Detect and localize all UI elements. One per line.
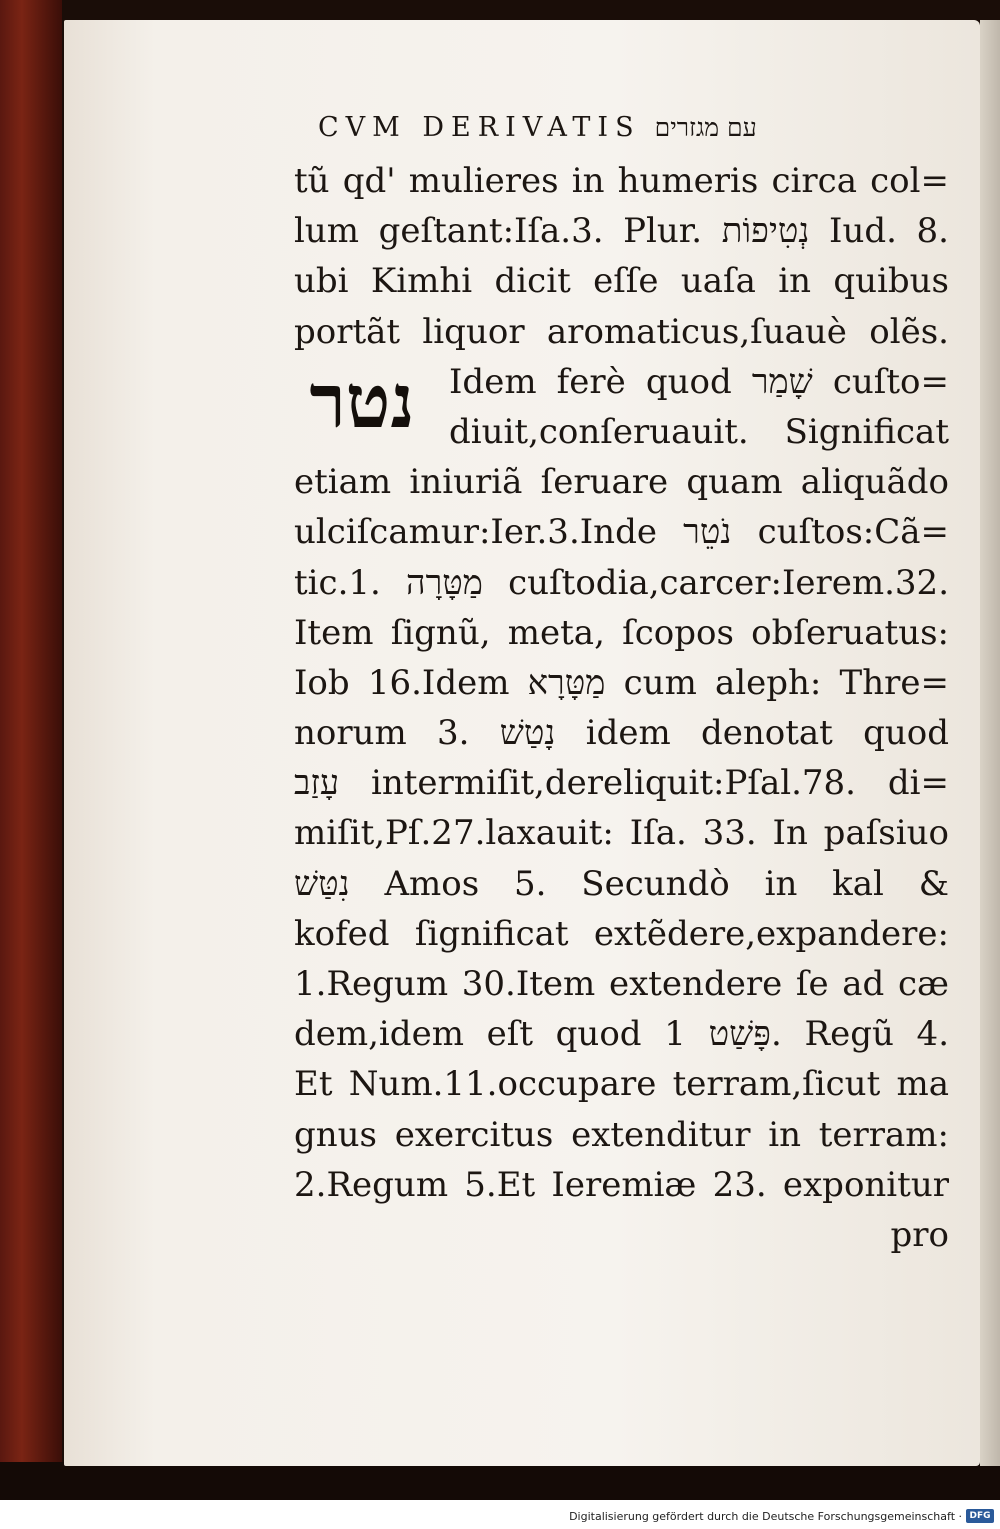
text-line: Et Num.11.occupare terram,ſicut ma	[294, 1064, 949, 1105]
running-head-latin: CVM DERIVATIS	[318, 112, 641, 143]
text-line: 2.Regum 5.Et Ieremiæ 23. exponitur	[294, 1164, 949, 1205]
text-line: Idem ferè quod שָׁמַר cuſto=	[449, 361, 949, 402]
text-line: נִטַּשׁ Amos 5. Secundò in kal &	[294, 863, 949, 904]
book-binding-edge	[0, 0, 62, 1500]
dfg-logo-icon: DFG	[966, 1509, 994, 1523]
text-line: עָזַב intermiſit,dereliquit:Pſal.78. di=	[294, 763, 949, 804]
text-line: kofed ſignificat extẽdere,expandere:	[294, 913, 949, 954]
text-line: Iob 16.Idem מַטָּרָא cum aleph: Thre=	[294, 662, 949, 703]
text-line: dem,idem eſt quod פָּשַׁט 1. Regũ 4.	[294, 1014, 949, 1055]
footer-bar	[0, 1500, 1000, 1529]
text-block	[294, 156, 949, 1260]
text-line: etiam iniuriã ſeruare quam aliquãdo	[294, 462, 949, 503]
catchword: pro	[890, 1214, 949, 1255]
text-line: ubi Kimhi dicit eſſe uaſa in quibus	[294, 261, 949, 302]
text-line: Item ſignũ, meta, ſcopos obſeruatus:	[294, 612, 949, 653]
running-head	[318, 112, 757, 143]
running-head-hebrew: עם מגזרים	[654, 113, 757, 142]
text-line: tic.1. מַטָּרָה cuſtodia,carcer:Ierem.32.	[294, 562, 949, 603]
page-right-strip	[980, 20, 1000, 1466]
text-line: gnus exercitus extenditur in terram:	[294, 1114, 949, 1155]
text-line: norum 3. נָטַשׁ idem denotat quod	[294, 713, 949, 754]
text-line: 1.Regum 30.Item extendere ſe ad cæ	[294, 964, 949, 1004]
text-line: portãt liquor aromaticus,ſuauè olẽs.	[294, 311, 949, 352]
text-line: diuit,conſeruauit. Significat	[449, 411, 949, 452]
footer-credit: Digitalisierung gefördert durch die Deutsche Forschungsgemeinschaft ·	[569, 1510, 962, 1523]
scan-bottom-edge	[0, 1462, 1000, 1500]
hebrew-headword: נטר	[309, 359, 415, 445]
text-line: tũ qd' mulieres in humeris circa col=	[294, 161, 949, 201]
text-line: lum geſtant:Iſa.3. Plur. נְטִיפוֹת Iud. 8.	[294, 211, 949, 252]
text-line: miſit,Pſ.27.laxauit: Iſa. 33. In paſsiuo	[294, 813, 949, 854]
text-line: ulciſcamur:Ier.3.Inde נֹטֵר cuſtos:Cã=	[294, 512, 949, 553]
